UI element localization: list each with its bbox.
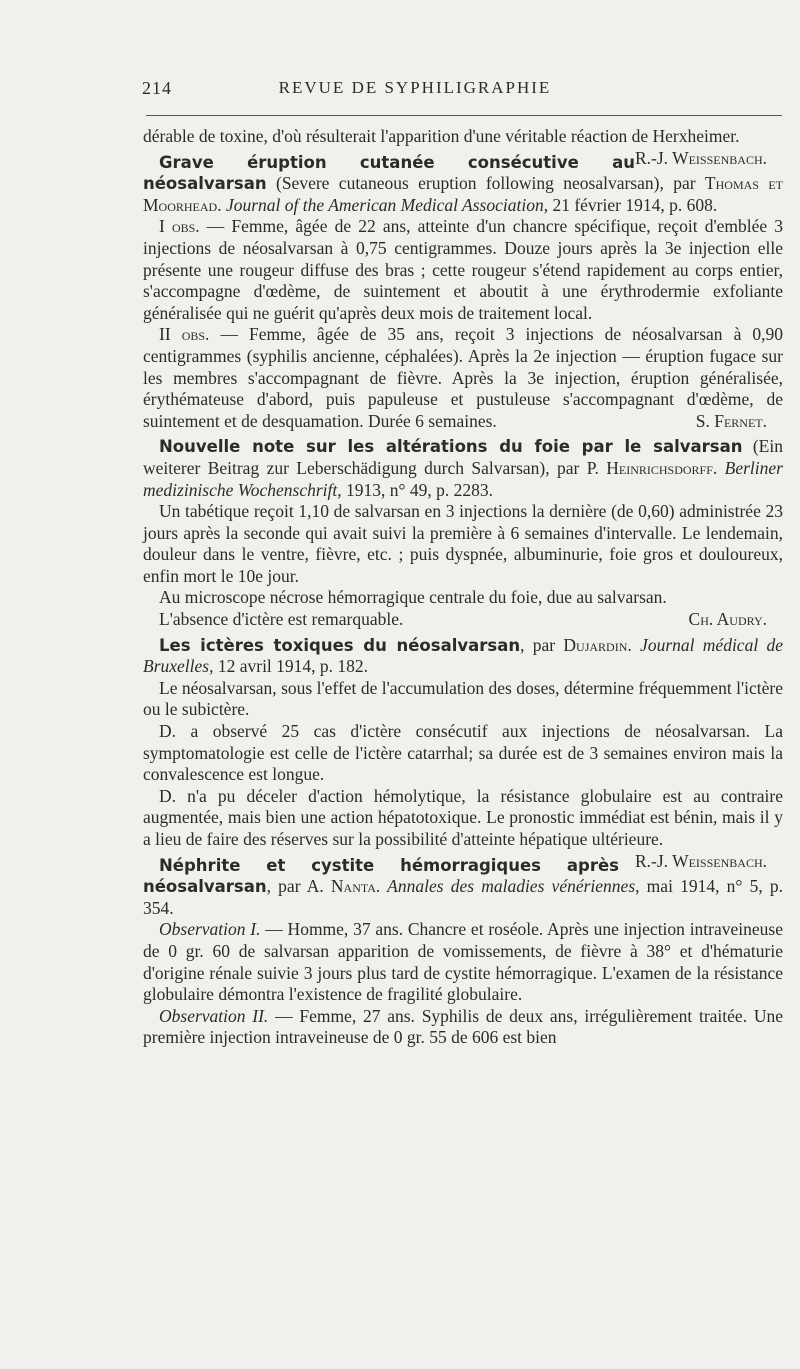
- article-title: Nouvelle note sur les altérations du foie par le salvarsan: [159, 437, 743, 457]
- observation-paragraph: Observation I. — Homme, 37 ans. Chancre et roséole. Après une injection intraveineuse de 0 gr. 60 de salvarsan apparition de vomissements, de fièvre à 38° et d'hématurie d'origine rénale suivie 3 jours plus tard de cystite hémorragique. L'examen de la résistance globulaire démontra l'existence de fragilité globulaire.: [143, 919, 783, 1005]
- observation-paragraph: Observation II. — Femme, 27 ans. Syphilis de deux ans, irrégulièrement traitée. Une première injection intraveineuse de 0 gr. 55 de 606 est bien: [143, 1005, 783, 1048]
- signature: Ch. Audry.: [688, 609, 767, 630]
- article-title: Les ictères toxiques du néosalvarsan: [159, 635, 521, 655]
- body-paragraph: D. n'a pu déceler d'action hémolytique, la résistance globulaire est au contraire augmentée, mais bien une action hépatotoxique. Le pronostic immédiat est bénin, mais il y a lieu de faire des réserves sur la possibilité d'atteinte hépatique ultérieure. R.-J. Weissenbach.: [143, 785, 783, 871]
- journal-name: Journal médical de Bruxelles,: [143, 634, 783, 677]
- article-authors: Nanta.: [330, 876, 381, 897]
- page-header: [0, 78, 800, 104]
- body-paragraph: Au microscope nécrose hémorragique centrale du foie, due au salvarsan.: [159, 587, 667, 608]
- observation-label: Observation I.: [159, 919, 261, 940]
- page-body: [143, 126, 783, 1049]
- observation-paragraph: II obs. — Femme, âgée de 35 ans, reçoit 3 injections de néosalvarsan à 0,90 centigrammes (syphilis ancienne, céphalées). Après la 2e injection — éruption fugace sur les membres s'accompagnant de fièvre. Après la 3e injection, éruption généralisée, érythémateuse d'abord, puis papuleuse et pustuleuse s'accompagnant d'œdème, de suintement et de desquamation. Durée 6 semaines. S. Fernet.: [143, 324, 784, 431]
- body-paragraph: D. a observé 25 cas d'ictère consécutif aux injections de néosalvarsan. La symptomatologie est celle de l'ictère catarrhal; sa durée est de 3 semaines environ mais la convalescence est longue.: [143, 721, 783, 785]
- article-heading: Néphrite et cystite hémorragiques après néosalvarsan, par A. Nanta. Annales des maladies vénériennes, mai 1914, n° 5, p. 354.: [143, 855, 783, 918]
- journal-name: Journal of the American Medical Association,: [221, 194, 549, 215]
- continuation-paragraph: dérable de toxine, d'où résulterait l'apparition d'une véritable réaction de Herxheimer. R.-J. Weissenbach.: [143, 126, 783, 148]
- article-heading: Les ictères toxiques du néosalvarsan, par Dujardin. Journal médical de Bruxelles, 12 avril 1914, p. 182.: [143, 634, 783, 677]
- observation-label: I obs.: [159, 216, 200, 237]
- body-paragraph: L'absence d'ictère est remarquable. Ch. Audry.: [143, 609, 783, 631]
- journal-name: Berliner medizinische Wochenschrift,: [143, 457, 783, 500]
- article-title: Grave éruption cutanée consécutive au néosalvarsan: [143, 152, 635, 194]
- body-paragraph: Un tabétique reçoit 1,10 de salvarsan en 3 injections la dernière (de 0,60) administrée 23 jours après la seconde qui avait suivi la première à 6 semaines d'intervalle. Le lendemain, douleur dans le ventre, fièvre, etc. ; puis dyspnée, albuminurie, foie gros et douloureux, enfin mort le 10e jour.: [143, 501, 783, 586]
- observation-label: II obs.: [159, 324, 210, 345]
- signature: R.-J. Weissenbach.: [634, 850, 767, 871]
- journal-name: Annales des maladies vénériennes,: [380, 876, 640, 897]
- article-heading: Nouvelle note sur les altérations du foie par le salvarsan (Ein weiterer Beitrag zur Leberschädigung durch Salvarsan), par P. Heinrichsdorff. Berliner medizinische Wochenschrift, 1913, n° 49, p. 2283.: [143, 436, 783, 500]
- article-authors: Dujardin.: [563, 634, 632, 655]
- article-authors: Thomas et Moorhead.: [143, 173, 783, 215]
- article-title: Néphrite et cystite hémorragiques après néosalvarsan: [143, 855, 619, 897]
- observation-label: Observation II.: [159, 1005, 269, 1026]
- article-authors: Heinrichsdorff.: [606, 457, 718, 478]
- signature: S. Fernet.: [695, 410, 767, 431]
- body-paragraph: Le néosalvarsan, sous l'effet de l'accumulation des doses, détermine fréquemment l'ictère ou le subictère.: [143, 677, 783, 720]
- header-rule: [146, 115, 782, 116]
- article-heading: Grave éruption cutanée consécutive au néosalvarsan (Severe cutaneous eruption following neosalvarsan), par Thomas et Moorhead. Journal of the American Medical Association, 21 février 1914, p. 608.: [143, 152, 783, 215]
- running-title: REVUE DE SYPHILIGRAPHIE: [278, 78, 552, 97]
- signature: R.-J. Weissenbach.: [634, 147, 767, 168]
- observation-paragraph: I obs. — Femme, âgée de 22 ans, atteinte d'un chancre spécifique, reçoit d'emblée 3 injections de néosalvarsan à 0,75 centigrammes. Douze jours après la 3e injection elle présente une rougeur diffuse des bras ; cette rougeur s'étend rapidement au corps entier, s'accompagne d'œdème, de suintement et aboutit à une érythrodermie exfoliante généralisée qui ne guérit qu'après deux mois de traitement local.: [143, 216, 783, 323]
- page-number: 214: [142, 78, 172, 98]
